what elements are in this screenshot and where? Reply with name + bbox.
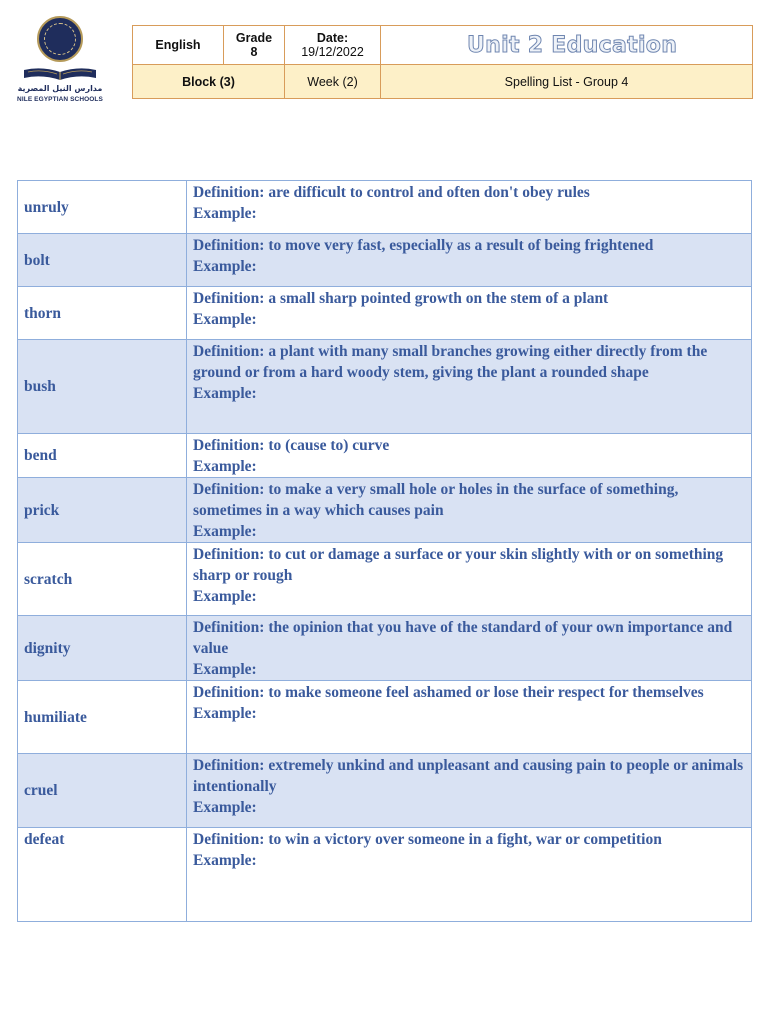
definition-text: Definition: a plant with many small branches growing either directly from the ground or from a hard woody stem, giving the plant a rounded shape [193, 343, 708, 381]
header-table [132, 25, 753, 99]
definition-cell [187, 754, 752, 828]
definition-text: Definition: to win a victory over someone in a fight, war or competition [193, 831, 662, 848]
school-logo [14, 14, 106, 108]
definition-cell [187, 234, 752, 287]
grade-value: 8 [250, 45, 258, 59]
example-label: Example: [193, 205, 257, 222]
word-cell: defeat [18, 828, 187, 922]
definition-cell [187, 287, 752, 340]
definition-cell [187, 340, 752, 434]
subject-cell: English [133, 26, 224, 65]
date-cell [285, 26, 381, 65]
week-cell: Week (2) [285, 65, 381, 99]
block-cell: Block (3) [133, 65, 285, 99]
word-cell: thorn [18, 287, 187, 340]
date-label: Date: [316, 31, 349, 45]
definition-cell [187, 434, 752, 478]
definition-text: Definition: extremely unkind and unpleasant and causing pain to people or animals intentionally [193, 757, 744, 795]
word-cell: dignity [18, 616, 187, 681]
example-label: Example: [193, 458, 257, 475]
definition-text: Definition: are difficult to control and often don't obey rules [193, 184, 590, 201]
unit-title-cell [381, 26, 753, 65]
grade-cell [224, 26, 285, 65]
seal-icon [37, 16, 83, 62]
word-cell: prick [18, 478, 187, 543]
list-title-cell: Spelling List - Group 4 [381, 65, 753, 99]
example-label: Example: [193, 705, 257, 722]
word-cell: bush [18, 340, 187, 434]
definition-text: Definition: to cut or damage a surface or your skin slightly with or on something sharp or rough [193, 546, 724, 584]
definition-cell [187, 181, 752, 234]
word-cell: humiliate [18, 681, 187, 754]
example-label: Example: [193, 588, 257, 605]
definition-text: Definition: to make a very small hole or holes in the surface of something, sometimes in a way which causes pain [193, 481, 679, 519]
word-cell: scratch [18, 543, 187, 616]
definition-text: Definition: to (cause to) curve [193, 437, 390, 454]
definition-text: Definition: a small sharp pointed growth on the stem of a plant [193, 290, 609, 307]
definition-cell [187, 616, 752, 681]
example-label: Example: [193, 852, 257, 869]
example-label: Example: [193, 523, 257, 540]
definition-text: Definition: to move very fast, especially as a result of being frightened [193, 237, 654, 254]
definition-cell [187, 681, 752, 754]
definition-cell [187, 543, 752, 616]
word-cell: bolt [18, 234, 187, 287]
definition-cell [187, 828, 752, 922]
logo-english-name: NILE EGYPTIAN SCHOOLS [17, 96, 103, 103]
logo-arabic-name: مدارس النيل المصرية [17, 84, 103, 93]
grade-label: Grade [235, 31, 273, 45]
word-cell: cruel [18, 754, 187, 828]
unit-title: Unit 2 Education [467, 32, 678, 58]
definition-text: Definition: the opinion that you have of the standard of your own importance and value [193, 619, 733, 657]
example-label: Example: [193, 258, 257, 275]
date-value: 19/12/2022 [301, 45, 364, 59]
open-book-icon [22, 66, 98, 82]
example-label: Example: [193, 311, 257, 328]
word-cell: unruly [18, 181, 187, 234]
spelling-table [17, 180, 752, 922]
example-label: Example: [193, 385, 257, 402]
definition-text: Definition: to make someone feel ashamed or lose their respect for themselves [193, 684, 704, 701]
word-cell: bend [18, 434, 187, 478]
example-label: Example: [193, 799, 257, 816]
example-label: Example: [193, 661, 257, 678]
definition-cell [187, 478, 752, 543]
